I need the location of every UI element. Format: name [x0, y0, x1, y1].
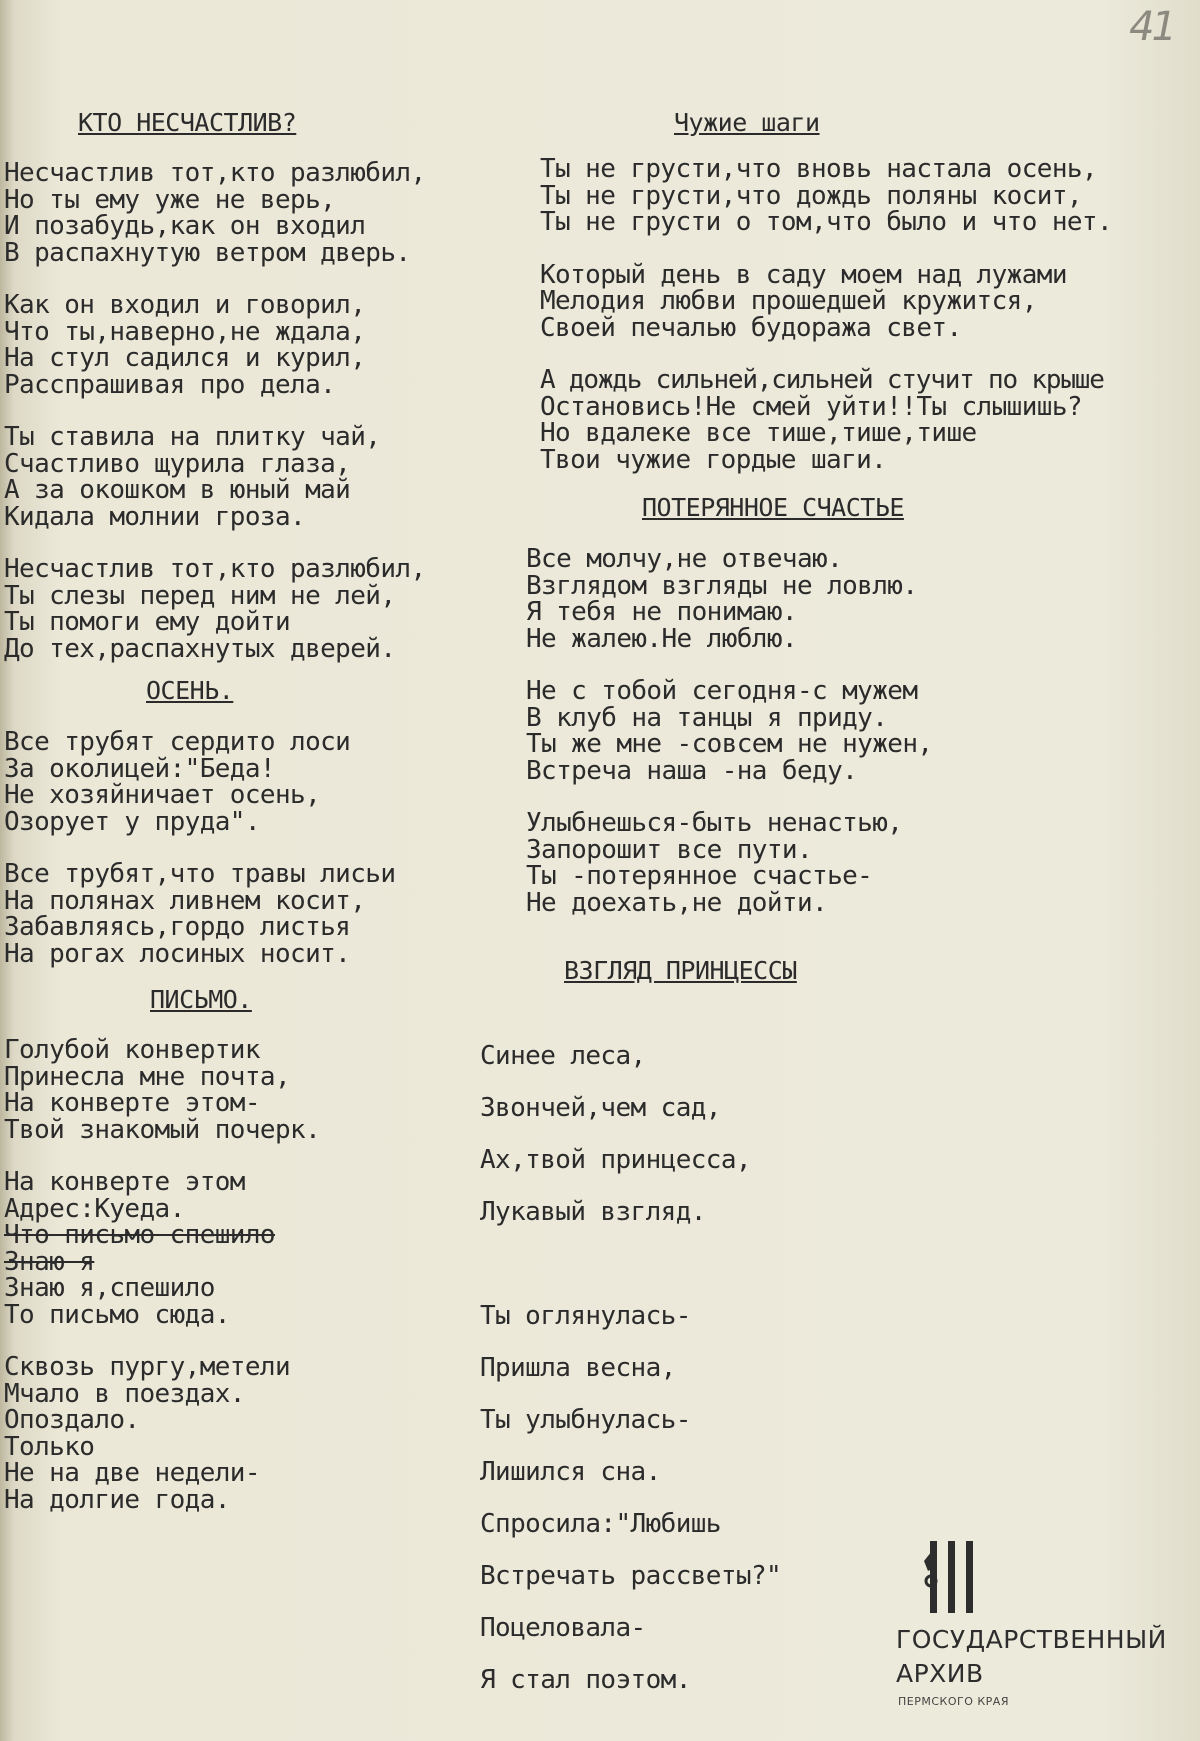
archive-logo — [896, 1537, 1196, 1717]
poem-title — [564, 956, 797, 986]
stanza — [4, 1037, 320, 1143]
verse-line: В клуб на танцы я приду. — [526, 702, 888, 733]
verse-line: Спросила:"Любишь — [480, 1509, 721, 1539]
poem-title-text: ПИСЬМО. — [150, 985, 252, 1014]
verse-line: На полянах ливнем косит, — [4, 885, 366, 916]
poem-title — [146, 676, 233, 706]
verse-line: Адрес:Куеда. — [4, 1193, 185, 1224]
stanza — [4, 160, 426, 266]
verse-line: Не с тобой сегодня-с мужем — [526, 676, 918, 706]
stanza — [4, 1169, 320, 1328]
archive-emblem-icon — [922, 1537, 992, 1617]
poem-body — [4, 1037, 320, 1513]
poem-body — [4, 729, 395, 967]
verse-line: Мчало в поездах. — [4, 1378, 245, 1409]
verse-line: Счастливо щурила глаза, — [4, 448, 351, 479]
verse-line: Звончей,чем сад, — [480, 1093, 721, 1123]
verse-line: Кидала молнии гроза. — [4, 501, 306, 532]
verse-line: Синее леса, — [480, 1041, 646, 1071]
verse-line: Мелодия любви прошедшей кружится, — [540, 286, 1037, 316]
verse-line: Все молчу,не отвечаю. — [526, 544, 843, 574]
stanza — [4, 1354, 320, 1513]
poem-title-text: Чужие шаги — [674, 108, 820, 137]
poem-body — [526, 546, 932, 916]
stanza — [526, 546, 932, 652]
verse-line: Поцеловала- — [480, 1613, 646, 1643]
poem-title — [674, 108, 820, 138]
verse-line: А за окошком в юный май — [4, 475, 351, 505]
verse-line: Я тебя не понимаю. — [526, 597, 797, 627]
stanza — [480, 1290, 781, 1706]
poem-title — [150, 985, 252, 1015]
poem-title-text: ВЗГЛЯД ПРИНЦЕССЫ — [564, 956, 797, 985]
stanza — [4, 729, 395, 835]
verse-line: Встречать рассветы?" — [480, 1561, 782, 1591]
verse-line: На долгие года. — [4, 1484, 230, 1515]
verse-line: Твои чужие гордые шаги. — [540, 444, 887, 475]
verse-line: Опоздало. — [4, 1405, 140, 1435]
verse-line: Ты -потерянное счастье- — [526, 861, 873, 891]
verse-line: Ты оглянулась- — [480, 1301, 691, 1331]
verse-line: На стул садился и курил, — [4, 343, 366, 373]
poem-body — [480, 1030, 781, 1706]
stanza — [540, 156, 1112, 236]
verse-line: Встреча наша -на беду. — [526, 755, 858, 786]
verse-line: Озорует у пруда". — [4, 806, 260, 837]
verse-line: Не доехать,не дойти. — [526, 887, 828, 918]
verse-line: Все трубят,что травы лисьи — [4, 859, 396, 889]
verse-line: На рогах лосиных носит. — [4, 938, 351, 969]
verse-line: Ты не грусти,что вновь настала осень, — [540, 154, 1097, 184]
verse-line: Улыбнешься-быть ненастью, — [526, 808, 903, 838]
poem-body — [540, 156, 1112, 473]
verse-line: Ты же мне -совсем не нужен, — [526, 729, 933, 759]
verse-line: Своей печалью будоража свет. — [540, 312, 962, 343]
verse-line: Не хозяйничает осень, — [4, 780, 321, 810]
verse-line: За околицей:"Беда! — [4, 753, 275, 784]
verse-line: Взглядом взгляды не ловлю. — [526, 570, 918, 601]
poem-title-text: КТО НЕСЧАСТЛИВ? — [78, 108, 297, 137]
stanza — [526, 810, 932, 916]
stanza — [4, 861, 395, 967]
poem-title-text: ОСЕНЬ. — [146, 676, 234, 705]
verse-line: Ты не грусти,что дождь поляны косит, — [540, 180, 1082, 211]
poem-body — [4, 160, 426, 662]
verse-line: Пришла весна, — [480, 1353, 676, 1383]
verse-line: Не на две недели- — [4, 1458, 260, 1488]
verse-line: Лукавый взгляд. — [480, 1197, 706, 1227]
archive-logo-line3: ПЕРМСКОГО КРАЯ — [898, 1695, 1009, 1708]
poem-title — [78, 108, 296, 138]
poem-title — [642, 493, 904, 523]
verse-line: Лишился сна. — [480, 1457, 661, 1487]
verse-line: Запорошит все пути. — [526, 834, 813, 865]
verse-line: Ты ставила на плитку чай, — [4, 422, 381, 452]
verse-line: Несчастлив тот,кто разлюбил, — [4, 158, 426, 188]
poem-title-text: ПОТЕРЯННОЕ СЧАСТЬЕ — [642, 493, 904, 522]
page-number: 41 — [1129, 4, 1174, 50]
verse-line: Твой знакомый почерк. — [4, 1114, 321, 1145]
verse-line: Сквозь пургу,метели — [4, 1352, 291, 1382]
verse-line: Остановись!Не смей уйти!!Ты слышишь? — [540, 391, 1082, 422]
struck-verse-line: Что письмо спешило — [4, 1220, 275, 1250]
verse-line: Все трубят сердито лоси — [4, 727, 351, 757]
struck-verse-line: Знаю я — [4, 1246, 95, 1277]
verse-line: Я стал поэтом. — [480, 1665, 691, 1695]
verse-line: Что ты,наверно,не ждала, — [4, 316, 366, 347]
verse-line: Голубой конвертик — [4, 1035, 260, 1065]
verse-line: Знаю я,спешило — [4, 1273, 215, 1303]
verse-line: Ты слезы перед ним не лей, — [4, 580, 396, 611]
verse-line: Который день в саду моем над лужами — [540, 259, 1067, 290]
verse-line: Как он входил и говорил, — [4, 290, 366, 320]
verse-line: Но ты ему уже не верь, — [4, 184, 336, 215]
verse-line: Не жалею.Не люблю. — [526, 623, 797, 654]
stanza — [540, 367, 1112, 473]
stanza — [4, 556, 426, 662]
verse-line: Ты помоги ему дойти — [4, 607, 291, 637]
stanza — [540, 259, 1112, 343]
verse-line: Ты улыбнулась- — [480, 1405, 691, 1435]
verse-line: Ты не грусти о том,что было и что нет. — [540, 207, 1113, 237]
verse-line: Ах,твой принцесса, — [480, 1145, 751, 1175]
verse-line: До тех,распахнутых дверей. — [4, 633, 396, 664]
verse-line: Расспрашивая про дела. — [4, 369, 336, 400]
verse-line: А дождь сильней,сильней стучит по крыше — [540, 365, 1104, 395]
stanza — [480, 1030, 781, 1238]
verse-line: И позабудь,как он входил — [4, 211, 366, 241]
stanza — [4, 292, 426, 398]
verse-line: Но вдалеке все тише,тише,тише — [540, 418, 977, 448]
verse-line: Забавляясь,гордо листья — [4, 912, 351, 942]
verse-line: В распахнутую ветром дверь. — [4, 237, 411, 268]
archive-logo-line2: АРХИВ — [896, 1659, 984, 1688]
stanza — [526, 678, 932, 784]
archive-logo-line1: ГОСУДАРСТВЕННЫЙ — [896, 1625, 1167, 1654]
verse-line: Несчастлив тот,кто разлюбил, — [4, 554, 426, 584]
verse-line: Только — [4, 1431, 95, 1462]
stanza — [4, 424, 426, 530]
verse-line: Принесла мне почта, — [4, 1061, 291, 1092]
verse-line: На конверте этом — [4, 1167, 245, 1197]
verse-line: На конверте этом- — [4, 1088, 260, 1118]
verse-line: То письмо сюда. — [4, 1299, 230, 1330]
